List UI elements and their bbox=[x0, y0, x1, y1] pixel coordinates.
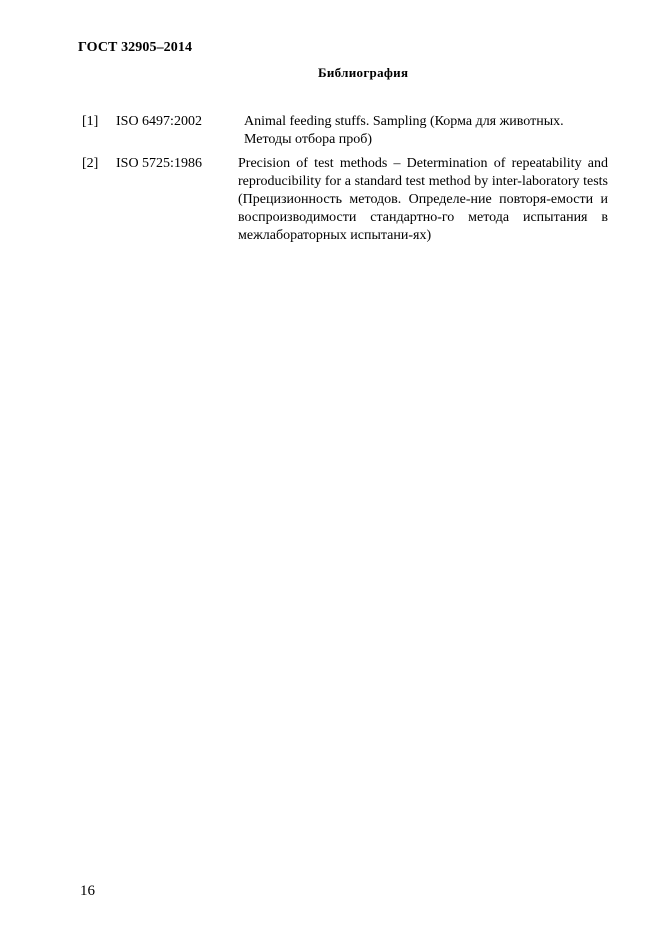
reference-title: Animal feeding stuffs. Sampling (Корма для животных. Методы отбора проб) bbox=[244, 114, 564, 147]
document-code: ГОСТ 32905–2014 bbox=[78, 40, 193, 55]
page-number: 16 bbox=[80, 883, 95, 899]
reference-title: Precision of test methods – Determination of repeatability and reproducibility for a standard test method by inter-laboratory tests (Прецизионность методов. Определе-ние повторя-емости и воспроизводимости стандартно-го метода испытания в межлабораторных испытани-ях) bbox=[238, 156, 608, 243]
section-title: Библиография bbox=[318, 65, 409, 80]
reference-standard: ISO 6497:2002 bbox=[116, 114, 202, 129]
reference-number: [2] bbox=[82, 156, 99, 171]
reference-number: [1] bbox=[82, 114, 99, 129]
reference-standard: ISO 5725:1986 bbox=[116, 156, 202, 171]
